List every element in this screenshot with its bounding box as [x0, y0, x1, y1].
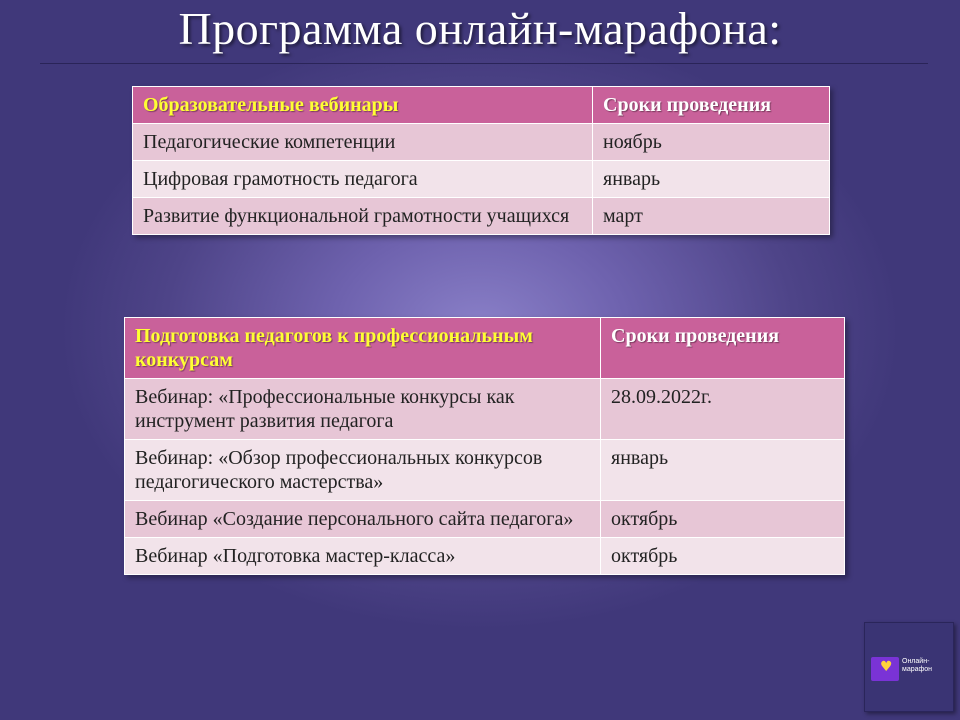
logo-text: Онлайн-марафон	[902, 658, 933, 673]
table-row	[125, 501, 845, 538]
people-heart-icon: ♥	[871, 657, 899, 681]
table-row	[133, 124, 830, 161]
table-header-cell: Образовательные вебинары	[133, 87, 593, 124]
table-cell: октябрь	[601, 501, 845, 538]
table-cell: ноябрь	[593, 124, 830, 161]
contest-prep-table	[124, 317, 845, 575]
table-row	[133, 161, 830, 198]
table-cell: Вебинар: «Профессиональные конкурсы как инструмент развития педагога	[125, 379, 601, 440]
table-row	[125, 379, 845, 440]
table-header-cell: Сроки проведения	[593, 87, 830, 124]
table-header-cell: Подготовка педагогов к профессиональным конкурсам	[125, 318, 601, 379]
table-row	[125, 440, 845, 501]
table-cell: январь	[601, 440, 845, 501]
title-divider	[40, 63, 928, 64]
table-header-row	[133, 87, 830, 124]
table-cell: Развитие функциональной грамотности учащихся	[133, 198, 593, 235]
table-cell: Цифровая грамотность педагога	[133, 161, 593, 198]
table-row	[125, 538, 845, 575]
table-cell: Вебинар: «Обзор профессиональных конкурсов педагогического мастерства»	[125, 440, 601, 501]
webinars-table	[132, 86, 830, 235]
table-cell: январь	[593, 161, 830, 198]
slide-title: Программа онлайн-марафона:	[178, 3, 782, 54]
table-cell: октябрь	[601, 538, 845, 575]
table-cell: 28.09.2022г.	[601, 379, 845, 440]
table-cell: Вебинар «Создание персонального сайта педагога»	[125, 501, 601, 538]
table-cell: март	[593, 198, 830, 235]
table-header-cell: Сроки проведения	[601, 318, 845, 379]
table-cell: Педагогические компетенции	[133, 124, 593, 161]
marathon-logo	[864, 622, 954, 712]
table-cell: Вебинар «Подготовка мастер-класса»	[125, 538, 601, 575]
table-row	[133, 198, 830, 235]
table-header-row	[125, 318, 845, 379]
